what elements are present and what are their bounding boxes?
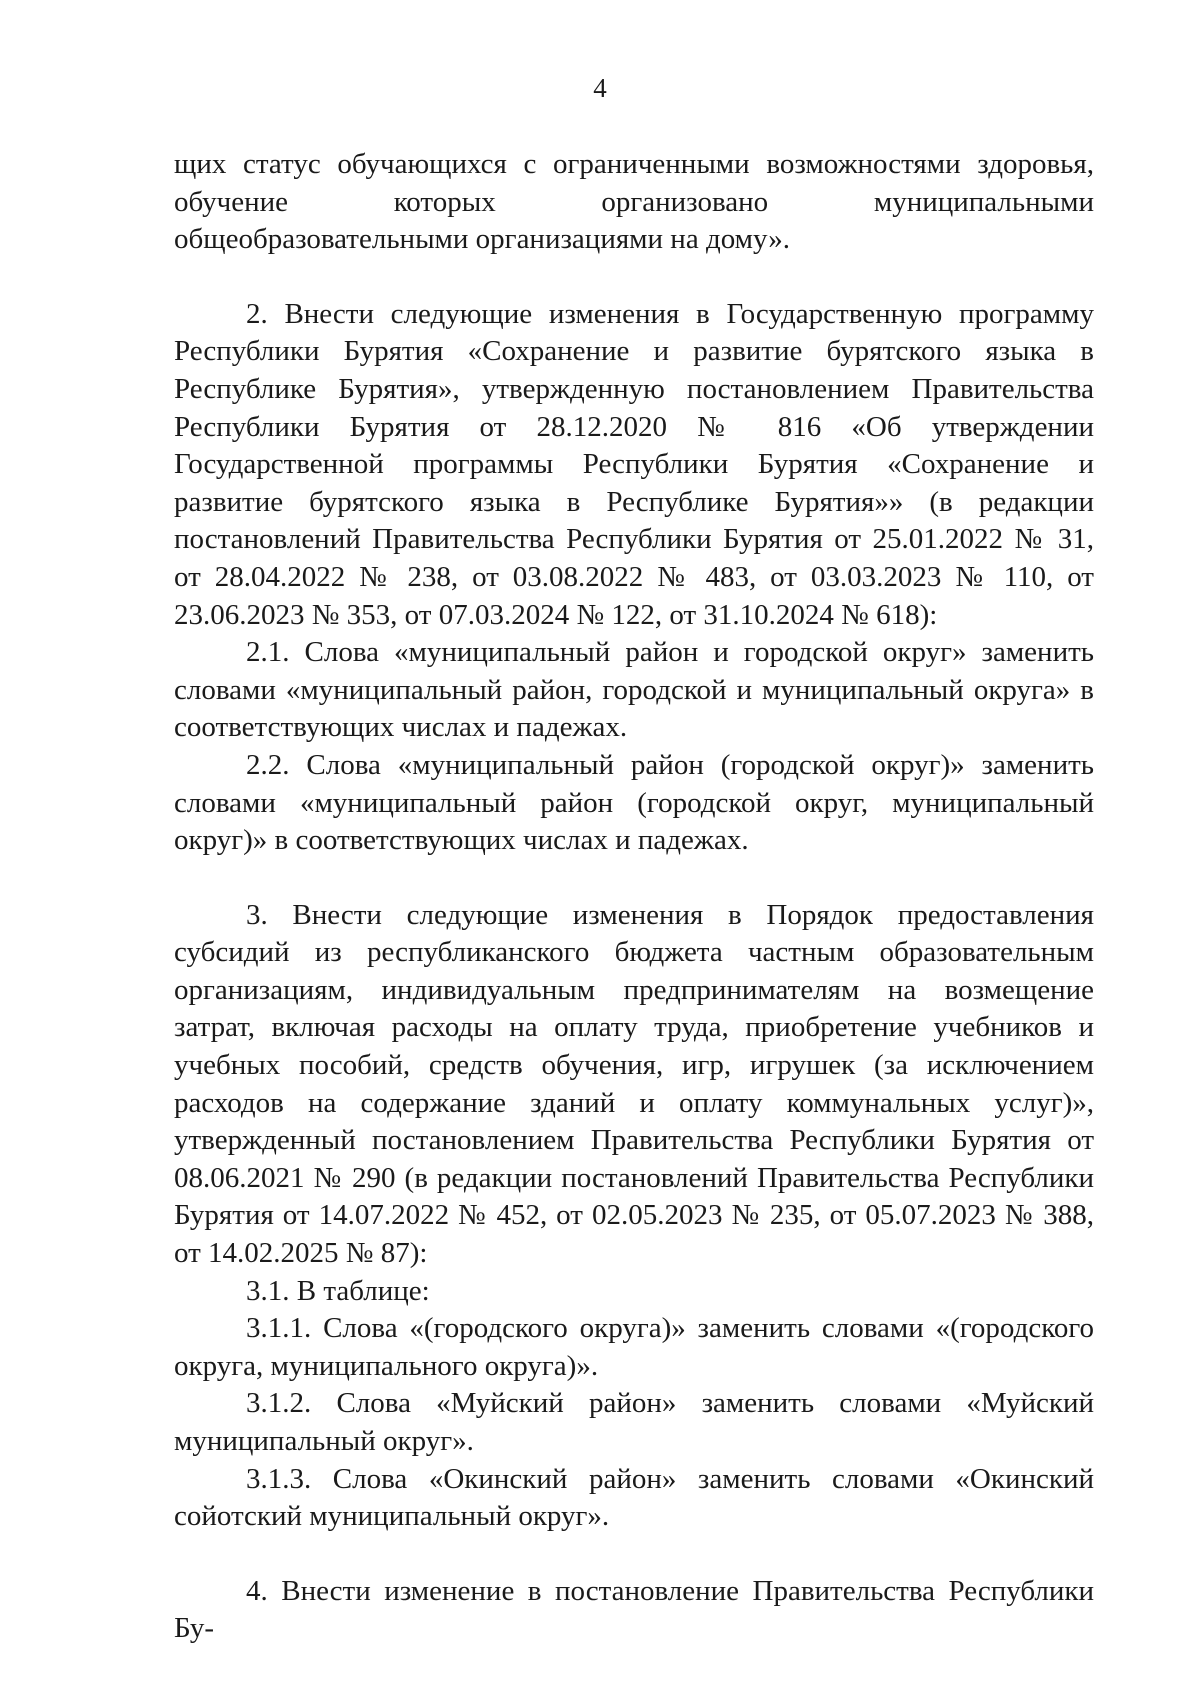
page-number: 4 (593, 73, 607, 103)
paragraph-item-3-1-2: 3.1.2. Слова «Муйский район» заменить словами «Муйский муниципальный округ». (174, 1387, 1094, 1457)
paragraph-item-4: 4. Внести изменение в постановление Правительства Республики Бу- (174, 1574, 1094, 1645)
paragraph-item-3-1: 3.1. В таблице: (246, 1274, 430, 1307)
paragraph-item-3-1-1: 3.1.1. Слова «(городского округа)» заменить словами «(городского округа, муниципального округа)». (174, 1312, 1094, 1382)
paragraph-item-3: 3. Внести следующие изменения в Порядок предоставления субсидий из республиканского бюджета частным образовательным организациям, индивидуальным предпринимателям на возмещение затрат, включая расходы на оплату труда, приобретение учебников и учебных пособий, средств обучения, игр, игрушек (за исключением расходов на содержание зданий и оплату коммунальных услуг)», утвержденный постановлением Правительства Республики Бурятия от 08.06.2021 № 290 (в редакции постановлений Правительства Республики Бурятия от 14.07.2022 № 452, от 02.05.2023 № 235, от 05.07.2023 № 388, от 14.02.2025 № 87): (174, 898, 1094, 1270)
paragraph-continuation: щих статус обучающихся с ограниченными возможностями здоровья, обучение которых организовано муниципальными общеобразовательными организациями на дому». (174, 148, 1094, 256)
paragraph-item-2-2: 2.2. Слова «муниципальный район (городской округ)» заменить словами «муниципальный район (городской округ, муниципальный округ)» в соответствующих числах и падежах. (174, 748, 1094, 857)
paragraph-item-3-1-3: 3.1.3. Слова «Окинский район» заменить словами «Окинский сойотский муниципальный округ». (174, 1462, 1094, 1533)
paragraph-item-2-1: 2.1. Слова «муниципальный район и городской округ» заменить словами «муниципальный район, городской и муниципальный округа» в соответствующих числах и падежах. (174, 636, 1094, 744)
document-body (174, 146, 1094, 1648)
paragraph-item-2: 2. Внести следующие изменения в Государственную программу Республики Бурятия «Сохранение и развитие бурятского языка в Республике Бурятия», утвержденную постановлением Правительства Республики Бурятия от 28.12.2020 № 816 «Об утверждении Государственной программы Республики Бурятия «Сохранение и развитие бурятского языка в Республике Бурятия»» (в редакции постановлений Правительства Республики Бурятия от 25.01.2022 № 31, от 28.04.2022 № 238, от 03.08.2022 № 483, от 03.03.2023 № 110, от 23.06.2023 № 353, от 07.03.2024 № 122, от 31.10.2024 № 618): (174, 297, 1094, 631)
